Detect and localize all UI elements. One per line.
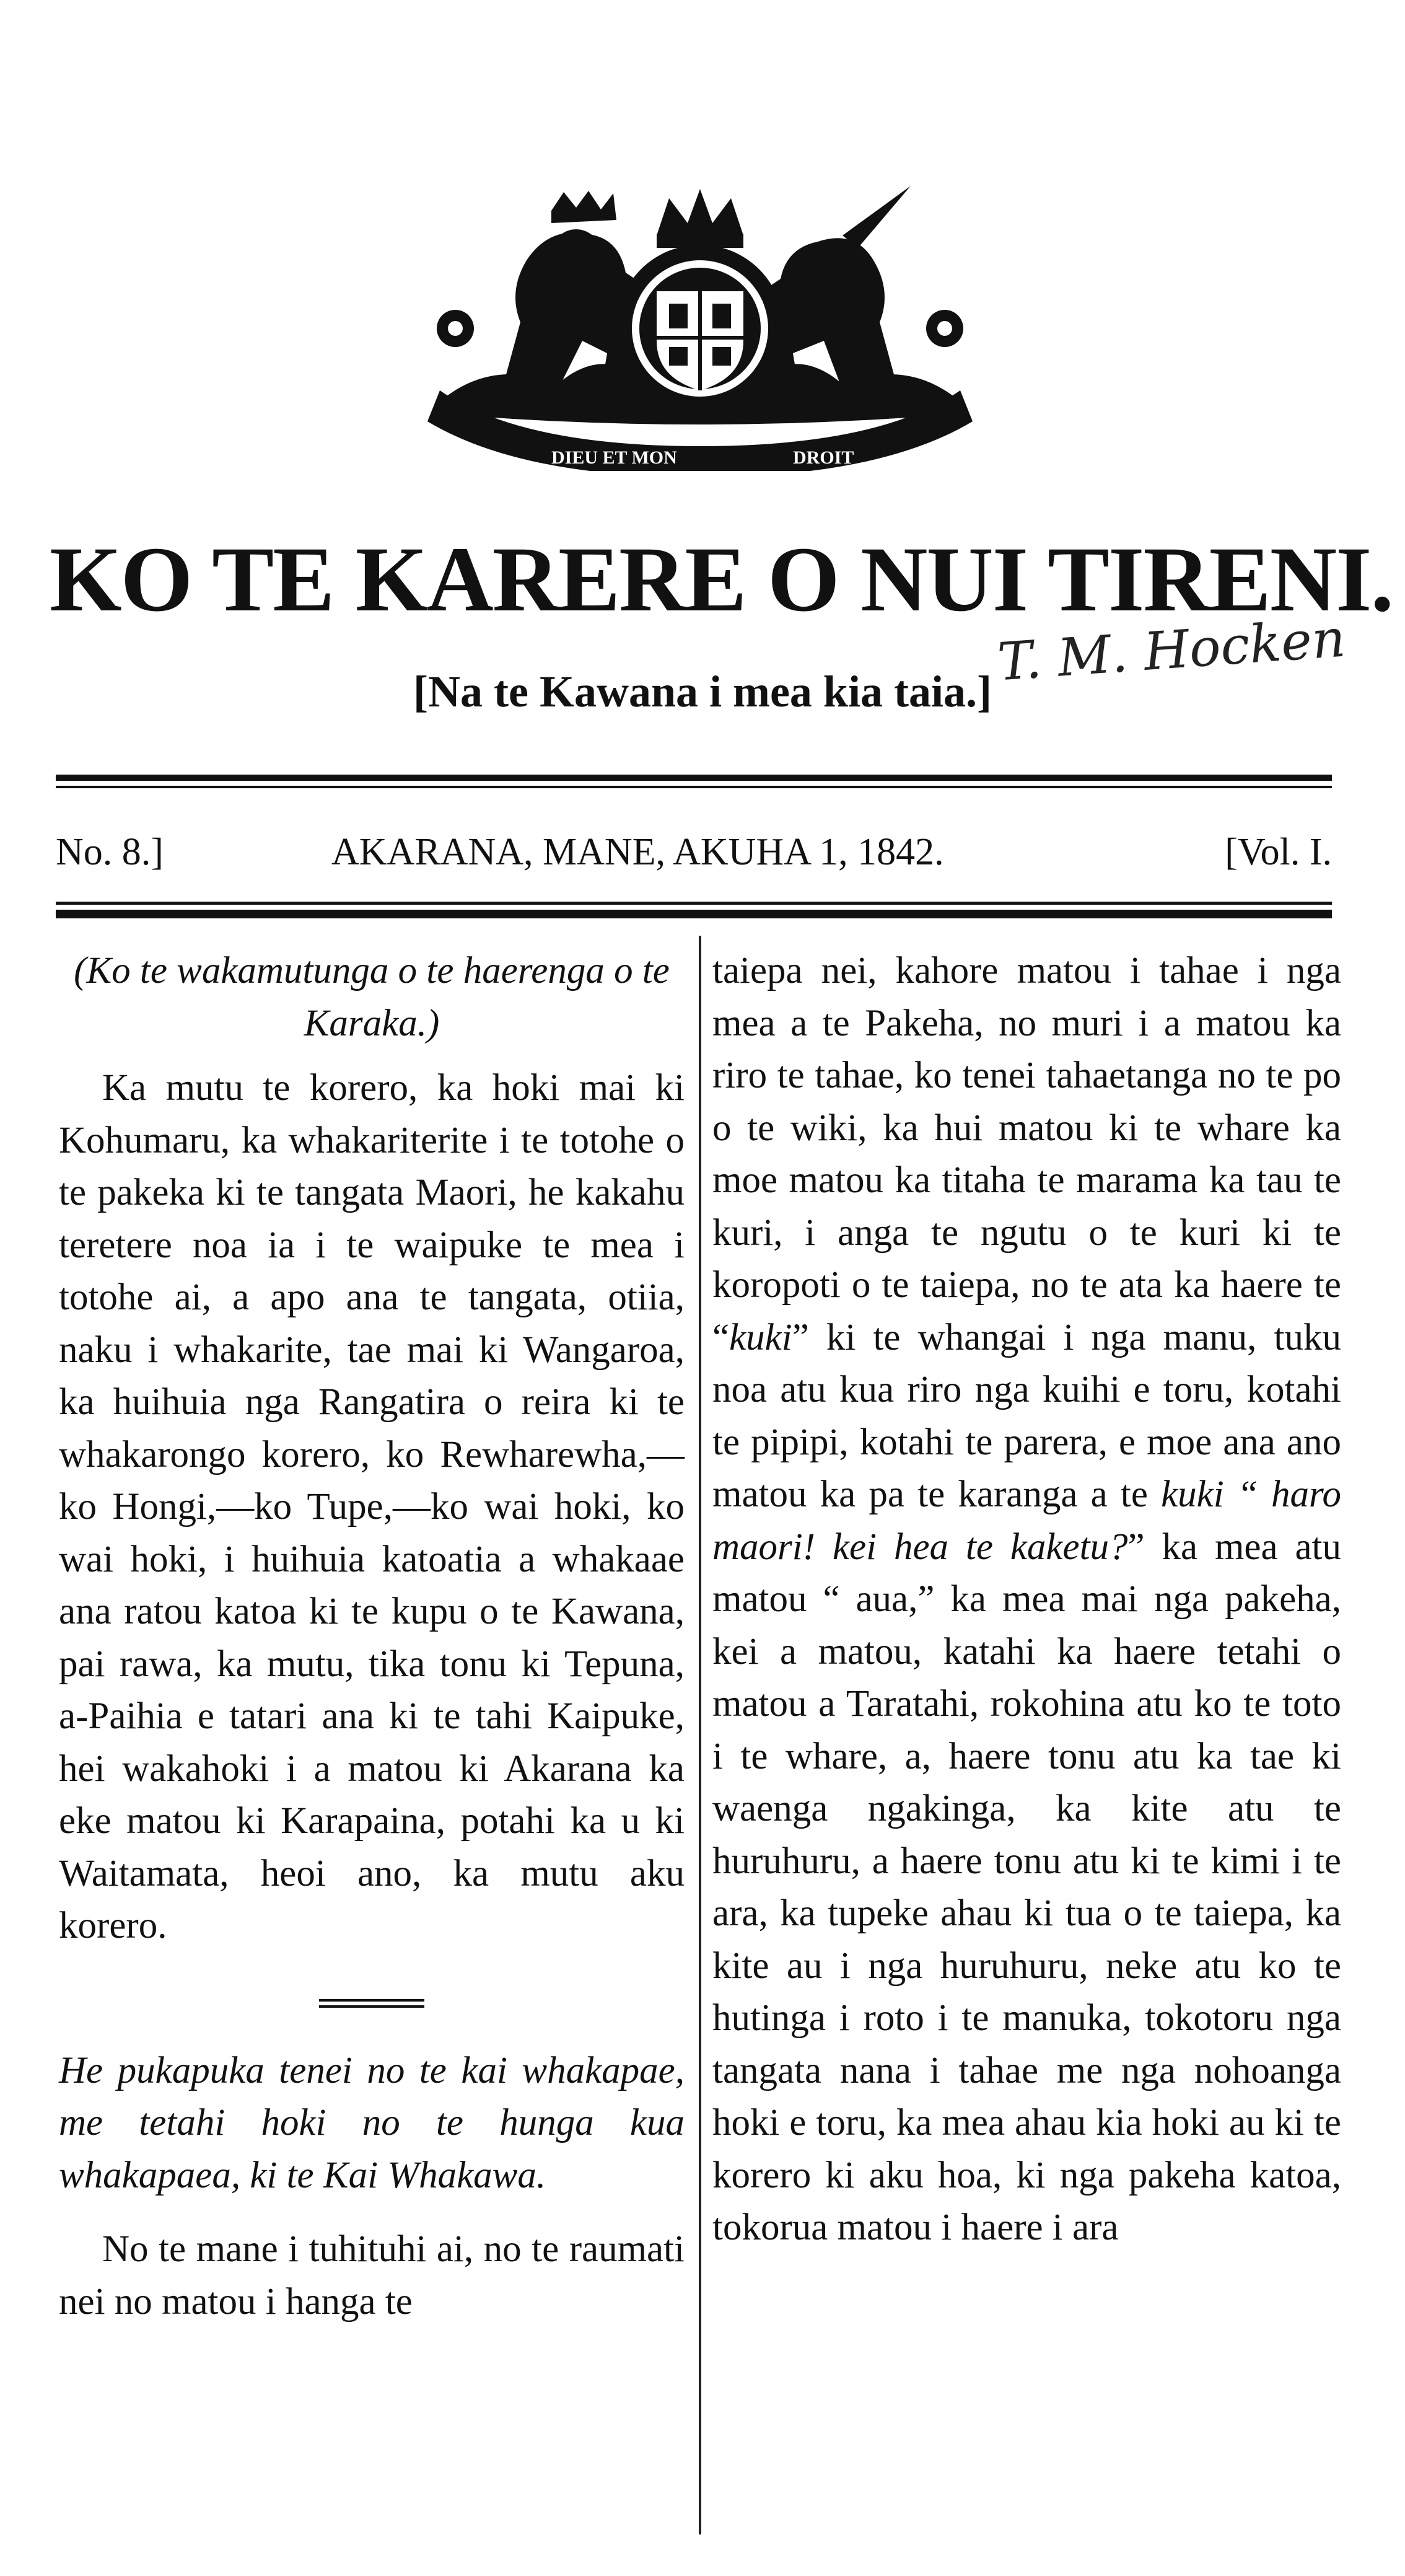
letter-paragraph: No te mane i tuhituhi ai, no te raumati nei no matou i hanga te (59, 2228, 685, 2323)
dateline (56, 830, 1332, 892)
newspaper-title: KO TE KARERE O NUI TIRENI. (50, 528, 1393, 631)
newspaper-subtitle: [Na te Kawana i mea kia taia.] (413, 667, 992, 716)
kuki-word: kuki (1161, 1474, 1224, 1515)
letter-continuation (712, 945, 1341, 2254)
letter-text: taiepa nei, kahore matou i tahae i nga mea a te Pakeha, no muri i a matou ka riro te tahae, ko tenei tahaetanga no te po o te wiki, ka hui matou ki te whare ka moe matou ka titaha te marama ka tau te kuri, i anga te ngutu o te kuri ki te koropoti o te taiepa, no te ata ka haere te “ (712, 950, 1341, 1358)
dateline-thin-rule (56, 902, 1332, 905)
column-divider (699, 936, 701, 2534)
place-and-date: AKARANA, MANE, AKUHA 1, 1842. (331, 831, 944, 873)
right-column (712, 945, 1341, 2254)
handwritten-signature: T. M. Hocken (996, 607, 1347, 693)
kuki-word: kuki (729, 1316, 792, 1358)
letter-text: ” ki te whangai i nga manu, tuku noa atu kua riro nga kuihi e toru, kotahi te pipipi, kotahi te parera, e moe ana ano matou ka pa te karanga a te (712, 1316, 1341, 1515)
letter-text: ” ka mea atu matou “ aua,” ka mea mai nga pakeha, kei a matou, katahi ka haere tetahi o matou a Taratahi, rokohina atu ko te toto i te whare, a, haere tonu atu ka tae ki waenga ngakinga, ka kite atu te huruhuru, a haere tonu atu ki te kimi i te ara, ka tupeke ahau ki tua o te taiepa, ka kite au i nga huruhuru, neke atu ko te hutinga i roto i te manuka, tokotoru nga tangata nana i tahae me nga nohoanga hoki e toru, ka mea ahau kia hoki au ki te korero ki aku hoa, ki nga pakeha katoa, tokorua matou i haere i ara (712, 1526, 1341, 2248)
royal-coat-of-arms-icon (396, 186, 1004, 471)
left-column (59, 945, 685, 2328)
issue-number: No. 8.] (56, 831, 164, 873)
crest-motto-left: DIEU ET MON (551, 447, 677, 468)
top-thick-rule (56, 775, 1332, 781)
dateline-thick-rule (56, 910, 1332, 918)
volume-number: [Vol. I. (1225, 831, 1332, 873)
top-thin-rule (56, 786, 1332, 788)
article-heading: (Ko te wakamutunga o te haerenga o te Karaka.) (74, 950, 670, 1044)
section-divider (319, 1999, 424, 2008)
article-paragraph: Ka mutu te korero, ka hoki mai ki Kohumaru, ka whakariterite i te totohe o te pakeka ki te tangata Maori, he kakahu teretere noa ia i te waipuke te mea i totohe ai, a apo ana te tangata, otiia, naku i whakarite, tae mai ki Wangaroa, ka huihuia nga Rangatira o reira ki te whakarongo korero, ko Rewharewha,—ko Hongi,—ko Tupe,—ko wai hoki, ko wai hoki, i huihuia katoatia a whakaae ana ratou katoa ki te kupu o te Kawana, pai rawa, ka mutu, tika tonu ki Tepuna, a-Paihia e tatari ana ki te tahi Kaipuke, hei wakahoki i a matou ki Akarana ka eke matou ki Karapaina, potahi ka u ki Waitamata, heoi ano, ka mutu aku korero. (59, 1067, 685, 1946)
crest-motto-right: DROIT (793, 447, 854, 468)
quoted-speech: “ haro maori! kei hea te kaketu? (712, 1474, 1341, 1568)
notice-heading: He pukapuka tenei no te kai whakapae, me tetahi hoki no te hunga kua whakapaea, ki te Kai Whakawa. (59, 2049, 685, 2196)
